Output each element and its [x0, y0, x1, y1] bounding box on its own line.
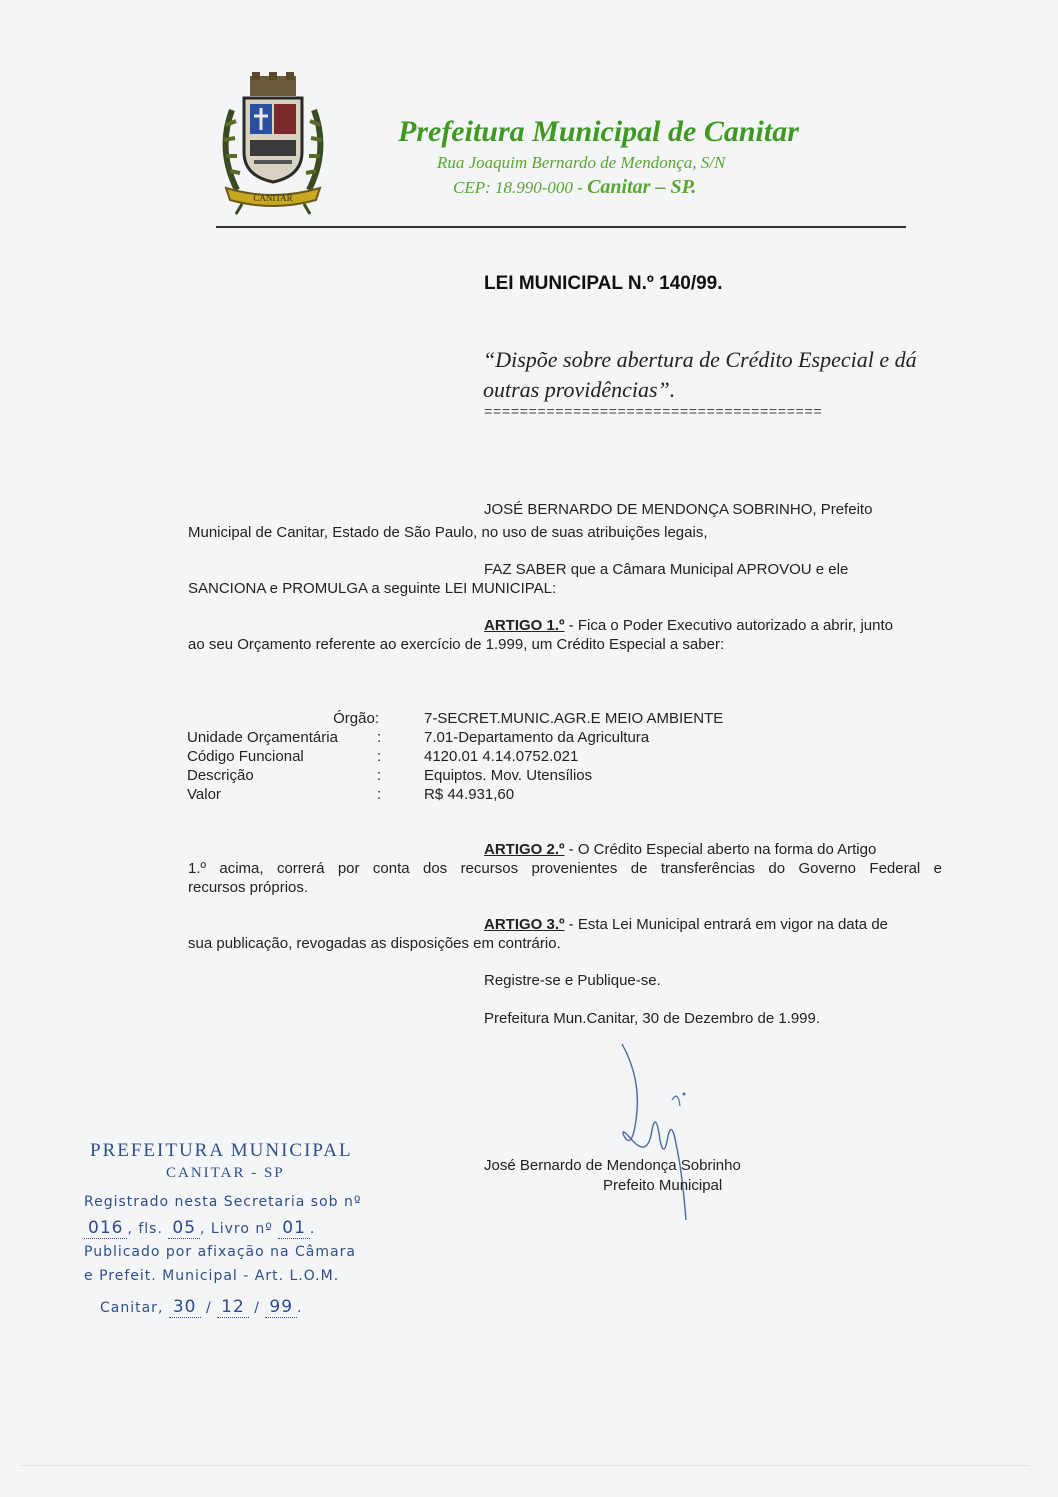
- stamp-livro-number: 01: [278, 1218, 310, 1239]
- handwritten-signature: [612, 1040, 702, 1230]
- header-divider: [216, 226, 906, 228]
- article-3-text: - Esta Lei Municipal entrará em vigor na data de: [564, 916, 889, 933]
- organization-name: Prefeitura Municipal de Canitar: [398, 115, 799, 148]
- article-3-line-2: sua publicação, revogadas as disposições em contrário.: [188, 935, 561, 952]
- stamp-registration-number: 016: [84, 1218, 127, 1239]
- faz-saber-line-1: FAZ SABER que a Câmara Municipal APROVOU e ele: [484, 561, 849, 578]
- article-1-line-2: ao seu Orçamento referente ao exercício de 1.999, um Crédito Especial a saber:: [188, 636, 725, 653]
- budget-value-orgao: 7-SECRET.MUNIC.AGR.E MEIO AMBIENTE: [424, 710, 724, 727]
- budget-label-descricao: Descrição: [187, 767, 254, 784]
- stamp-fls-label: , fls.: [127, 1221, 163, 1237]
- organization-cep-city: [453, 176, 696, 199]
- stamp-registration-numbers: 016 , fls. 05 , Livro nº 01 .: [84, 1218, 315, 1238]
- signatory-role: Prefeito Municipal: [603, 1177, 723, 1194]
- intro-line-2: Municipal de Canitar, Estado de São Paulo, no uso de suas atribuições legais,: [188, 524, 708, 541]
- article-3-label: ARTIGO 3.º: [484, 916, 565, 933]
- stamp-subtitle: CANITAR - SP: [166, 1165, 285, 1181]
- article-2-label: ARTIGO 2.º: [484, 841, 565, 858]
- crest-banner-text: CANITAR: [253, 193, 293, 203]
- stamp-date-line: Canitar, 30 / 12 / 99 .: [100, 1297, 303, 1317]
- stamp-date-day: 30: [169, 1297, 201, 1318]
- organization-cep: CEP: 18.990-000 -: [453, 178, 583, 197]
- intro-line-1: JOSÉ BERNARDO DE MENDONÇA SOBRINHO, Prefeito: [484, 501, 873, 518]
- stamp-date-year: 99: [265, 1297, 297, 1318]
- table-row: [187, 728, 787, 747]
- article-2-text: - O Crédito Especial aberto na forma do Artigo: [564, 841, 877, 858]
- table-row: [187, 747, 787, 766]
- budget-colon: :: [377, 748, 382, 765]
- budget-value-valor: R$ 44.931,60: [424, 786, 515, 803]
- budget-colon: :: [377, 786, 382, 803]
- budget-label-valor: Valor: [187, 786, 221, 803]
- stamp-date-month: 12: [217, 1297, 249, 1318]
- table-row: [187, 785, 787, 804]
- budget-label-unidade: Unidade Orçamentária: [187, 729, 338, 746]
- organization-street-address: Rua Joaquim Bernardo de Mendonça, S/N: [437, 153, 726, 172]
- article-1-line-1: [484, 617, 893, 634]
- faz-saber-line-2: SANCIONA e PROMULGA a seguinte LEI MUNICIPAL:: [188, 580, 557, 597]
- table-row: [187, 709, 787, 728]
- article-2-line-2: 1.º acima, correrá por conta dos recursos provenientes de transferências do Governo Federal e: [188, 860, 942, 877]
- ementa-divider: ======================================: [484, 405, 823, 421]
- scan-edge-line: [20, 1465, 1030, 1466]
- stamp-fls-number: 05: [168, 1218, 200, 1239]
- stamp-published-line: Publicado por afixação na Câmara: [84, 1244, 356, 1260]
- organization-city: Canitar – SP.: [587, 176, 697, 198]
- article-2-line-1: [484, 841, 876, 858]
- budget-colon: :: [377, 767, 382, 784]
- place-and-date: Prefeitura Mun.Canitar, 30 de Dezembro de 1.999.: [484, 1010, 821, 1027]
- registre-publique: Registre-se e Publique-se.: [484, 972, 661, 989]
- budget-colon: :: [377, 729, 382, 746]
- stamp-livro-label: , Livro nº: [200, 1221, 273, 1237]
- stamp-date-label: Canitar,: [100, 1300, 164, 1316]
- article-1-text: - Fica o Poder Executivo autorizado a abrir, junto: [564, 617, 894, 634]
- budget-label-orgao: Órgão:: [333, 710, 379, 727]
- stamp-registered-line: Registrado nesta Secretaria sob nº: [84, 1194, 362, 1210]
- municipal-coat-of-arms: [212, 70, 334, 216]
- stamp-article-line: e Prefeit. Municipal - Art. L.O.M.: [84, 1268, 340, 1284]
- stamp-title: PREFEITURA MUNICIPAL: [90, 1140, 353, 1161]
- budget-label-codigo: Código Funcional: [187, 748, 304, 765]
- registration-stamp: [84, 1137, 414, 1337]
- budget-value-codigo: 4120.01 4.14.0752.021: [424, 748, 579, 765]
- article-3-line-1: [484, 916, 888, 933]
- budget-allocation-table: [187, 709, 787, 804]
- budget-value-descricao: Equiptos. Mov. Utensílios: [424, 767, 593, 784]
- signatory-name: José Bernardo de Mendonça Sobrinho: [484, 1157, 741, 1174]
- article-2-line-3: recursos próprios.: [188, 879, 309, 896]
- article-1-label: ARTIGO 1.º: [484, 617, 565, 634]
- law-ementa: “Dispõe sobre abertura de Crédito Especial e dá outras providências”.: [483, 347, 917, 402]
- table-row: [187, 766, 787, 785]
- law-title: LEI MUNICIPAL N.º 140/99.: [484, 273, 723, 294]
- budget-value-unidade: 7.01-Departamento da Agricultura: [424, 729, 650, 746]
